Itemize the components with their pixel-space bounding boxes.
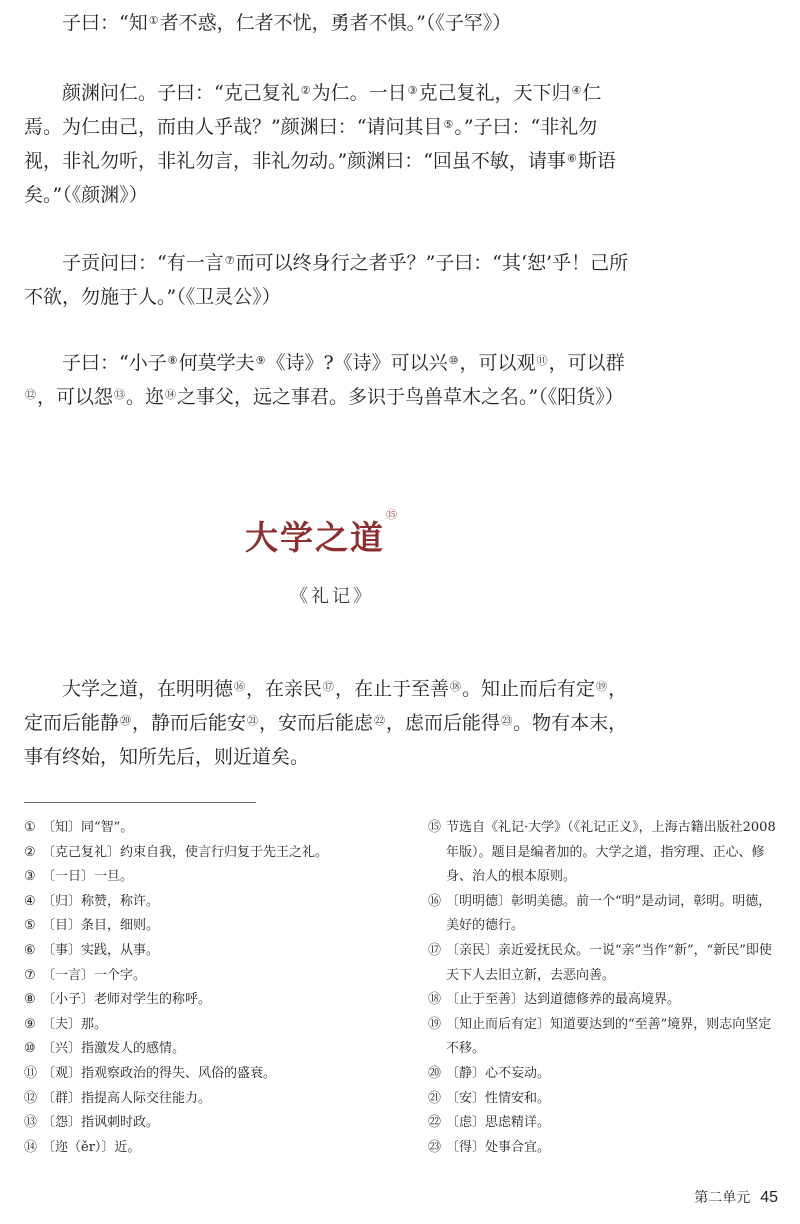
footnote-number: ⑬	[24, 1115, 38, 1131]
paragraph-p4	[24, 346, 634, 414]
title-footnote-marker: ⑮	[386, 508, 399, 521]
footnote-marker: ⑦	[224, 254, 235, 267]
text-segment: ，安而后能虑	[259, 712, 374, 734]
footnote-number: ⑳	[428, 1065, 442, 1081]
footnote-item	[24, 988, 404, 1013]
footnote-marker: ⑤	[443, 118, 454, 131]
footnote-text: 〔怨〕指讽刺时政。	[42, 1115, 160, 1131]
footnote-text: 〔虑〕思虑精详。	[446, 1115, 551, 1131]
paragraph-p1	[24, 6, 634, 40]
text-segment: 何莫学夫	[178, 352, 255, 374]
footnote-text: 〔克己复礼〕约束自我，使言行归复于先王之礼。	[42, 844, 329, 860]
section-title: 大学之道⑮	[245, 508, 399, 557]
footnote-item	[428, 1062, 780, 1087]
footnote-text: 〔止于至善〕达到道德修养的最高境界。	[446, 992, 681, 1008]
text-segment: ，在止于至善	[335, 678, 450, 700]
text-segment: 者不惑，仁者不忧，勇者不惧。”（《子罕》）	[159, 12, 512, 34]
footnote-number: ⑮	[428, 820, 442, 835]
footnote-item	[428, 1111, 780, 1136]
unit-label: 第二单元	[694, 1189, 751, 1205]
footnote-number: ㉑	[428, 1090, 442, 1106]
text-segment: ，静而后能安	[132, 712, 247, 734]
footnote-item	[24, 939, 404, 964]
text-segment: 而可以终身行之者乎？”子曰：“其‘恕’乎！己所不欲，勿施于人。”（《卫灵公》）	[24, 252, 629, 308]
paragraph-p3	[24, 246, 634, 314]
footnote-marker: ㉒	[374, 714, 386, 727]
footnote-text: 〔明明德〕彰明美德。前一个“明”是动词，彰明。明德，美好的德行。	[446, 893, 772, 934]
footnote-number: ⑥	[24, 942, 36, 958]
footnote-item	[428, 939, 780, 988]
footnote-item	[24, 1037, 404, 1062]
footnote-text: 节选自《礼记·大学》（《礼记正义》，上海古籍出版社2008年版）。题目是编者加的。大学之道，指穷理、正心、修身、治人的根本原则。	[446, 820, 776, 885]
footnote-marker: ㉓	[501, 714, 513, 727]
footnote-text: 〔目〕条目，细则。	[42, 918, 160, 934]
footnote-text: 〔亲民〕亲近爱抚民众。一说“亲”当作“新”，“新民”即使天下人去旧立新，去恶向善。	[446, 942, 772, 983]
footnote-item	[24, 1013, 404, 1038]
footnote-item	[428, 816, 780, 890]
footnotes-left-column	[24, 816, 404, 1160]
footnote-marker: ⑭	[165, 388, 177, 401]
footnote-marker: ㉑	[247, 714, 259, 727]
footnote-divider	[24, 802, 256, 803]
footnote-text: 〔事〕实践，从事。	[42, 942, 160, 958]
text-segment: 子贡问曰：“有一言	[62, 252, 224, 274]
footnote-number: ⑨	[24, 1016, 36, 1032]
footnote-marker: ②	[300, 84, 311, 97]
section-source: 《礼记》	[290, 586, 374, 607]
footnote-text: 〔迩（ěr）〕近。	[42, 1139, 141, 1155]
footnote-item	[428, 1136, 780, 1161]
footnote-text: 〔归〕称赞，称许。	[42, 893, 160, 909]
text-segment: 颜渊问仁。子曰：“克己复礼	[62, 82, 300, 104]
footnote-marker: ③	[407, 84, 418, 97]
footnote-item	[428, 988, 780, 1013]
text-segment: ，可以观	[459, 352, 536, 374]
text-segment: 仁焉。为仁由己，而由人乎哉？”颜渊曰：“请问其目	[24, 82, 602, 138]
footnote-item	[428, 890, 780, 939]
footnote-marker: ④	[571, 84, 582, 97]
footnote-text: 〔一言〕一个字。	[42, 967, 147, 983]
footnote-item	[428, 1013, 780, 1062]
text-segment: 斯语矣。”（《颜渊》）	[24, 150, 616, 206]
page-number: 45	[760, 1189, 778, 1206]
footnote-marker: ⑯	[234, 680, 246, 693]
footnote-item	[428, 1087, 780, 1112]
footnote-marker: ⑱	[450, 680, 462, 693]
footnote-item	[24, 841, 404, 866]
footnote-text: 〔观〕指观察政治的得失、风俗的盛衰。	[42, 1065, 277, 1081]
footnote-marker: ⑨	[255, 354, 266, 367]
text-segment: ，可以群	[548, 352, 625, 374]
footnote-item	[24, 1062, 404, 1087]
footnotes-right-column	[428, 816, 780, 1160]
footnote-text: 〔夫〕那。	[42, 1016, 108, 1032]
footnote-item	[24, 964, 404, 989]
footnote-item	[24, 865, 404, 890]
footnote-number: ⑪	[24, 1065, 38, 1081]
footnote-number: ⑤	[24, 918, 36, 934]
footnote-marker: ⑰	[323, 680, 335, 693]
footnote-marker: ⑪	[536, 354, 548, 367]
footnote-item	[24, 1111, 404, 1136]
text-segment: 克己复礼，天下归	[418, 82, 571, 104]
paragraph-p5	[24, 672, 634, 774]
footnote-text: 〔静〕心不妄动。	[446, 1065, 551, 1081]
footnote-marker: ⑳	[120, 714, 132, 727]
footnote-number: ③	[24, 869, 36, 885]
footnote-item	[24, 1087, 404, 1112]
text-segment: 之事父，远之事君。多识于鸟兽草木之名。”（《阳货》）	[177, 386, 624, 408]
footnote-number: ⑯	[428, 893, 442, 909]
footnote-text: 〔群〕指提高人际交往能力。	[42, 1090, 212, 1106]
footnote-number: ④	[24, 893, 36, 909]
footnote-number: ⑫	[24, 1090, 38, 1106]
text-segment: ，虑而后能得	[386, 712, 501, 734]
text-segment: 。物有本末，事有终始，知所先后，则近道矣。	[24, 712, 628, 768]
text-segment: 《诗》?《诗》可以兴	[266, 352, 448, 374]
text-segment: 子曰：“知	[62, 12, 148, 34]
footnote-number: ⑱	[428, 992, 442, 1008]
footnote-number: ①	[24, 820, 36, 835]
footnote-item	[24, 914, 404, 939]
footnote-marker: ⑩	[448, 354, 459, 367]
footnote-number: ⑭	[24, 1139, 38, 1155]
footnote-marker: ⑬	[114, 388, 126, 401]
footnote-text: 〔小子〕老师对学生的称呼。	[42, 992, 212, 1008]
footnote-text: 〔知止而后有定〕知道要达到的“至善”境界，则志向坚定不移。	[446, 1016, 772, 1057]
footnote-number: ⑰	[428, 942, 442, 958]
text-segment: 。”子曰：“非礼勿视，非礼勿听，非礼勿言，非礼勿动。”颜渊曰：“回虽不敏，请事	[24, 116, 598, 172]
footnote-text: 〔安〕性情安和。	[446, 1090, 551, 1106]
footnote-number: ②	[24, 844, 36, 860]
text-segment: ，可以怨	[37, 386, 114, 408]
footnote-number: ⑦	[24, 967, 36, 983]
footnote-number: ⑩	[24, 1041, 36, 1057]
footnote-number: ㉓	[428, 1139, 442, 1155]
page-footer	[694, 1187, 778, 1207]
text-segment: 大学之道，在明明德	[62, 678, 234, 700]
footnote-number: ⑧	[24, 992, 36, 1008]
footnote-marker: ①	[148, 14, 159, 27]
footnote-number: ㉒	[428, 1115, 442, 1131]
text-segment: ，在亲民	[246, 678, 323, 700]
paragraph-p2	[24, 76, 634, 212]
footnote-text: 〔兴〕指激发人的感情。	[42, 1041, 186, 1057]
text-segment: 为仁。一日	[311, 82, 407, 104]
footnote-marker: ⑥	[566, 152, 577, 165]
footnote-marker: ⑲	[596, 680, 608, 693]
footnote-item	[24, 890, 404, 915]
footnote-item	[24, 1136, 404, 1161]
text-segment: ，定而后能静	[24, 678, 628, 734]
footnote-text: 〔一日〕一旦。	[42, 869, 134, 885]
text-segment: 。知止而后有定	[462, 678, 596, 700]
footnote-marker: ⑫	[25, 388, 36, 401]
text-segment: 子曰：“小子	[62, 352, 167, 374]
footnote-text: 〔知〕同“智”。	[42, 820, 134, 835]
footnote-marker: ⑧	[167, 354, 178, 367]
footnote-item	[24, 816, 404, 841]
footnote-number: ⑲	[428, 1016, 442, 1032]
text-segment: 。迩	[126, 386, 165, 408]
footnote-text: 〔得〕处事合宜。	[446, 1139, 551, 1155]
